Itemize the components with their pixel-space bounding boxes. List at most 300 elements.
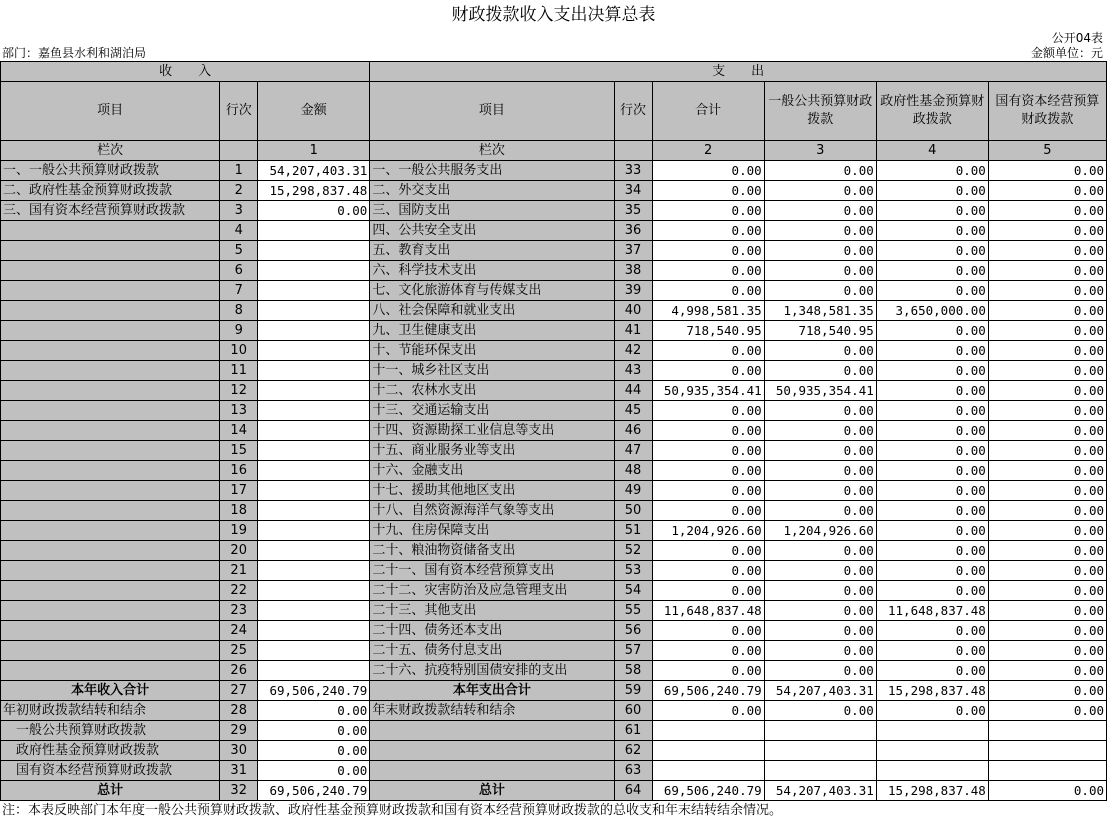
state-capital-cell: 0.00 (988, 701, 1106, 721)
general-budget-cell: 50,935,354.41 (764, 381, 876, 401)
expense-line-cell: 37 (614, 241, 652, 261)
state-capital-cell: 0.00 (988, 441, 1106, 461)
gov-fund-cell: 0.00 (876, 341, 988, 361)
income-line-cell: 2 (220, 181, 258, 201)
expense-item-cell: 二十六、抗疫特别国债安排的支出 (370, 661, 614, 681)
general-budget-cell: 0.00 (764, 241, 876, 261)
income-amount-cell (258, 401, 370, 421)
income-line-cell: 13 (220, 401, 258, 421)
income-line-cell: 19 (220, 521, 258, 541)
gov-fund-cell: 0.00 (876, 641, 988, 661)
income-item-cell (1, 381, 220, 401)
expense-line-cell: 44 (614, 381, 652, 401)
income-amount-cell: 0.00 (258, 761, 370, 781)
gov-fund-cell: 3,650,000.00 (876, 301, 988, 321)
expense-item-cell: 二十一、国有资本经营预算支出 (370, 561, 614, 581)
expense-line-cell: 61 (614, 721, 652, 741)
income-line-cell: 7 (220, 281, 258, 301)
expense-item-cell: 三、国防支出 (370, 201, 614, 221)
expense-line-cell: 49 (614, 481, 652, 501)
col-number-5: 5 (988, 141, 1106, 161)
general-budget-cell: 54,207,403.31 (764, 681, 876, 701)
general-budget-cell: 0.00 (764, 221, 876, 241)
total-header: 合计 (652, 82, 764, 141)
unit-label: 金额单位：元 (1030, 46, 1103, 60)
table-row (1, 641, 1107, 661)
income-amount-cell (258, 361, 370, 381)
income-amount-cell (258, 481, 370, 501)
state-capital-cell: 0.00 (988, 321, 1106, 341)
income-item-cell (1, 641, 220, 661)
meta-line (0, 45, 1107, 61)
expense-item-cell: 总计 (370, 781, 614, 801)
expense-item-cell: 八、社会保障和就业支出 (370, 301, 614, 321)
state-capital-cell: 0.00 (988, 641, 1106, 661)
general-budget-cell: 0.00 (764, 601, 876, 621)
year-total-row (1, 681, 1107, 701)
income-item-cell: 年初财政拨款结转和结余 (1, 701, 220, 721)
expense-item-cell: 十一、城乡社区支出 (370, 361, 614, 381)
income-item-cell (1, 261, 220, 281)
expense-item-cell: 九、卫生健康支出 (370, 321, 614, 341)
total-cell: 50,935,354.41 (652, 381, 764, 401)
income-line-cell: 12 (220, 381, 258, 401)
income-item-cell (1, 481, 220, 501)
page-title: 财政拨款收入支出决算总表 (451, 5, 656, 25)
gov-fund-cell: 15,298,837.48 (876, 781, 988, 801)
income-amount-cell (258, 521, 370, 541)
income-line-cell: 22 (220, 581, 258, 601)
carry-row (1, 701, 1107, 721)
expense-item-cell: 二十、粮油物资储备支出 (370, 541, 614, 561)
expense-line-cell: 47 (614, 441, 652, 461)
income-amount-cell (258, 561, 370, 581)
total-cell: 0.00 (652, 221, 764, 241)
general-budget-cell: 0.00 (764, 361, 876, 381)
table-row (1, 481, 1107, 501)
form-id: 公开04表 (1051, 31, 1103, 45)
income-item-cell (1, 341, 220, 361)
general-budget-cell: 54,207,403.31 (764, 781, 876, 801)
expense-item-cell: 六、科学技术支出 (370, 261, 614, 281)
total-cell: 0.00 (652, 161, 764, 181)
expense-line-cell: 60 (614, 701, 652, 721)
expense-item-cell: 十二、农林水支出 (370, 381, 614, 401)
income-line-cell: 8 (220, 301, 258, 321)
general-budget-cell: 0.00 (764, 501, 876, 521)
income-item-cell: 二、政府性基金预算财政拨款 (1, 181, 220, 201)
expense-item-cell: 本年支出合计 (370, 681, 614, 701)
gov-fund-cell: 0.00 (876, 161, 988, 181)
income-line-cell: 4 (220, 221, 258, 241)
income-item-cell: 国有资本经营预算财政拨款 (1, 761, 220, 781)
total-cell: 0.00 (652, 501, 764, 521)
expense-line-cell: 41 (614, 321, 652, 341)
state-capital-cell: 0.00 (988, 661, 1106, 681)
income-item-cell (1, 541, 220, 561)
income-amount-cell (258, 501, 370, 521)
expense-line-cell: 59 (614, 681, 652, 701)
state-capital-cell: 0.00 (988, 301, 1106, 321)
total-cell (652, 721, 764, 741)
income-header: 收 入 (1, 62, 370, 82)
gov-fund-cell: 0.00 (876, 381, 988, 401)
income-line-cell: 25 (220, 641, 258, 661)
income-amount-cell (258, 461, 370, 481)
general-budget-cell: 0.00 (764, 561, 876, 581)
total-cell: 0.00 (652, 281, 764, 301)
income-amount-header: 金额 (258, 82, 370, 141)
general-budget-cell: 1,204,926.60 (764, 521, 876, 541)
income-line-cell: 26 (220, 661, 258, 681)
income-line-cell: 23 (220, 601, 258, 621)
income-amount-cell: 54,207,403.31 (258, 161, 370, 181)
expense-line-cell: 42 (614, 341, 652, 361)
income-line-cell: 11 (220, 361, 258, 381)
income-item-cell: 三、国有资本经营预算财政拨款 (1, 201, 220, 221)
income-amount-cell (258, 281, 370, 301)
income-item-cell (1, 521, 220, 541)
income-item-cell (1, 661, 220, 681)
table-row (1, 421, 1107, 441)
income-item-cell (1, 581, 220, 601)
gov-fund-cell (876, 761, 988, 781)
state-capital-cell: 0.00 (988, 381, 1106, 401)
total-cell: 0.00 (652, 361, 764, 381)
income-item-cell (1, 441, 220, 461)
gov-fund-cell: 0.00 (876, 321, 988, 341)
expense-col-label: 栏次 (370, 141, 614, 161)
income-amount-cell (258, 641, 370, 661)
expense-item-cell: 十六、金融支出 (370, 461, 614, 481)
col-number-2: 2 (652, 141, 764, 161)
expense-line-cell: 43 (614, 361, 652, 381)
grand-total-row (1, 781, 1107, 801)
general-budget-cell: 0.00 (764, 421, 876, 441)
total-cell: 0.00 (652, 641, 764, 661)
expense-item-cell (370, 761, 614, 781)
income-amount-cell (258, 301, 370, 321)
income-line-header: 行次 (220, 82, 258, 141)
income-amount-cell (258, 421, 370, 441)
income-item-cell (1, 401, 220, 421)
total-cell: 1,204,926.60 (652, 521, 764, 541)
expense-item-cell: 一、一般公共服务支出 (370, 161, 614, 181)
table-row (1, 501, 1107, 521)
gov-fund-cell: 0.00 (876, 361, 988, 381)
table-row (1, 261, 1107, 281)
expense-line-cell: 52 (614, 541, 652, 561)
expense-item-cell (370, 721, 614, 741)
total-cell: 69,506,240.79 (652, 681, 764, 701)
income-amount-cell (258, 221, 370, 241)
general-budget-cell: 0.00 (764, 201, 876, 221)
total-cell: 4,998,581.35 (652, 301, 764, 321)
general-budget-cell: 0.00 (764, 541, 876, 561)
total-cell: 69,506,240.79 (652, 781, 764, 801)
state-capital-cell (988, 721, 1106, 741)
gov-fund-cell: 0.00 (876, 201, 988, 221)
expense-line-cell: 48 (614, 461, 652, 481)
total-cell: 0.00 (652, 581, 764, 601)
expense-line-cell: 57 (614, 641, 652, 661)
expense-item-cell: 二、外交支出 (370, 181, 614, 201)
expense-item-cell: 十九、住房保障支出 (370, 521, 614, 541)
total-cell: 0.00 (652, 421, 764, 441)
income-item-cell (1, 561, 220, 581)
table-row (1, 361, 1107, 381)
gov-fund-cell: 0.00 (876, 261, 988, 281)
expense-line-cell: 39 (614, 281, 652, 301)
budget-table (0, 61, 1107, 801)
gov-fund-cell: 0.00 (876, 401, 988, 421)
footnote: 注：本表反映部门本年度一般公共预算财政拨款、政府性基金预算财政拨款和国有资本经营预算财政拨款的总收支和年末结转结余情况。 (2, 803, 783, 818)
general-budget-cell (764, 761, 876, 781)
state-capital-cell: 0.00 (988, 521, 1106, 541)
income-amount-cell (258, 601, 370, 621)
income-line-cell: 14 (220, 421, 258, 441)
total-cell: 718,540.95 (652, 321, 764, 341)
income-item-header: 项目 (1, 82, 220, 141)
state-capital-cell: 0.00 (988, 161, 1106, 181)
expense-line-cell: 55 (614, 601, 652, 621)
income-amount-cell: 0.00 (258, 721, 370, 741)
expense-item-cell: 十八、自然资源海洋气象等支出 (370, 501, 614, 521)
total-cell: 0.00 (652, 461, 764, 481)
expense-line-cell: 50 (614, 501, 652, 521)
gov-fund-cell: 0.00 (876, 181, 988, 201)
state-capital-cell: 0.00 (988, 461, 1106, 481)
expense-item-cell: 七、文化旅游体育与传媒支出 (370, 281, 614, 301)
income-item-cell (1, 241, 220, 261)
gov-fund-cell: 0.00 (876, 661, 988, 681)
expense-line-cell: 51 (614, 521, 652, 541)
total-cell: 0.00 (652, 621, 764, 641)
income-amount-cell (258, 341, 370, 361)
expense-item-cell (370, 741, 614, 761)
expense-item-cell: 二十三、其他支出 (370, 601, 614, 621)
income-amount-cell (258, 621, 370, 641)
carry-row (1, 741, 1107, 761)
state-capital-cell: 0.00 (988, 221, 1106, 241)
state-capital-cell: 0.00 (988, 261, 1106, 281)
table-row (1, 581, 1107, 601)
col-number-4: 4 (876, 141, 988, 161)
expense-line-cell: 38 (614, 261, 652, 281)
table-row (1, 321, 1107, 341)
income-line-cell: 6 (220, 261, 258, 281)
state-capital-cell: 0.00 (988, 201, 1106, 221)
income-item-cell: 一般公共预算财政拨款 (1, 721, 220, 741)
expense-item-cell: 四、公共安全支出 (370, 221, 614, 241)
income-item-cell (1, 421, 220, 441)
table-row (1, 521, 1107, 541)
state-capital-cell: 0.00 (988, 241, 1106, 261)
state-capital-cell: 0.00 (988, 541, 1106, 561)
income-line-cell: 31 (220, 761, 258, 781)
total-cell: 0.00 (652, 701, 764, 721)
total-cell (652, 761, 764, 781)
gov-fund-cell (876, 741, 988, 761)
table-row (1, 601, 1107, 621)
gov-fund-cell: 0.00 (876, 221, 988, 241)
income-amount-cell (258, 581, 370, 601)
expense-header: 支 出 (370, 62, 1107, 82)
expense-line-cell: 33 (614, 161, 652, 181)
general-budget-cell: 0.00 (764, 701, 876, 721)
state-capital-cell: 0.00 (988, 181, 1106, 201)
state-capital-cell: 0.00 (988, 341, 1106, 361)
expense-line-cell: 54 (614, 581, 652, 601)
general-budget-cell: 0.00 (764, 461, 876, 481)
income-amount-cell (258, 261, 370, 281)
income-amount-cell: 15,298,837.48 (258, 181, 370, 201)
income-amount-cell: 69,506,240.79 (258, 781, 370, 801)
gov-fund-cell: 0.00 (876, 501, 988, 521)
table-row (1, 661, 1107, 681)
income-line-cell: 28 (220, 701, 258, 721)
state-capital-cell: 0.00 (988, 621, 1106, 641)
income-amount-cell (258, 381, 370, 401)
gov-fund-cell: 0.00 (876, 701, 988, 721)
expense-item-cell: 五、教育支出 (370, 241, 614, 261)
income-item-cell (1, 461, 220, 481)
income-item-cell: 总计 (1, 781, 220, 801)
income-line-cell: 30 (220, 741, 258, 761)
table-row (1, 201, 1107, 221)
col-number-1: 1 (258, 141, 370, 161)
income-line-cell: 24 (220, 621, 258, 641)
state-capital-cell: 0.00 (988, 361, 1106, 381)
income-line-cell: 1 (220, 161, 258, 181)
income-line-cell: 20 (220, 541, 258, 561)
expense-line-cell: 63 (614, 761, 652, 781)
gov-fund-cell: 0.00 (876, 461, 988, 481)
income-line-cell: 5 (220, 241, 258, 261)
expense-line-cell: 45 (614, 401, 652, 421)
general-budget-cell: 1,348,581.35 (764, 301, 876, 321)
general-budget-cell: 0.00 (764, 161, 876, 181)
state-capital-cell (988, 741, 1106, 761)
expense-line-cell: 35 (614, 201, 652, 221)
income-line-cell: 10 (220, 341, 258, 361)
state-capital-cell: 0.00 (988, 601, 1106, 621)
gov-fund-cell: 0.00 (876, 241, 988, 261)
income-amount-cell (258, 441, 370, 461)
state-capital-cell: 0.00 (988, 501, 1106, 521)
gov-fund-cell: 11,648,837.48 (876, 601, 988, 621)
total-cell: 11,648,837.48 (652, 601, 764, 621)
state-capital-cell: 0.00 (988, 781, 1106, 801)
expense-item-cell: 二十二、灾害防治及应急管理支出 (370, 581, 614, 601)
expense-line-cell: 56 (614, 621, 652, 641)
income-line-cell: 17 (220, 481, 258, 501)
expense-item-cell: 十三、交通运输支出 (370, 401, 614, 421)
form-id-line (0, 30, 1107, 46)
general-budget-cell: 0.00 (764, 661, 876, 681)
carry-row (1, 761, 1107, 781)
gov-fund-cell: 0.00 (876, 421, 988, 441)
income-amount-cell: 69,506,240.79 (258, 681, 370, 701)
income-line-cell: 15 (220, 441, 258, 461)
gov-fund-cell: 0.00 (876, 441, 988, 461)
state-capital-cell: 0.00 (988, 681, 1106, 701)
general-budget-cell: 0.00 (764, 261, 876, 281)
state-capital-cell: 0.00 (988, 421, 1106, 441)
expense-item-cell: 二十五、债务付息支出 (370, 641, 614, 661)
general-budget-cell: 0.00 (764, 621, 876, 641)
expense-line-cell: 58 (614, 661, 652, 681)
general-budget-cell: 0.00 (764, 281, 876, 301)
total-cell: 0.00 (652, 661, 764, 681)
income-amount-cell (258, 241, 370, 261)
total-cell: 0.00 (652, 341, 764, 361)
state-capital-cell: 0.00 (988, 281, 1106, 301)
income-line-cell: 27 (220, 681, 258, 701)
gov-fund-cell (876, 721, 988, 741)
income-item-cell: 政府性基金预算财政拨款 (1, 741, 220, 761)
general-budget-cell: 0.00 (764, 581, 876, 601)
income-line-cell: 32 (220, 781, 258, 801)
general-budget-cell: 0.00 (764, 341, 876, 361)
income-item-cell (1, 601, 220, 621)
total-cell: 0.00 (652, 241, 764, 261)
gov-fund-cell: 0.00 (876, 561, 988, 581)
income-col-label: 栏次 (1, 141, 220, 161)
table-row (1, 621, 1107, 641)
income-item-cell (1, 281, 220, 301)
col-number-3: 3 (764, 141, 876, 161)
table-row (1, 301, 1107, 321)
income-item-cell (1, 621, 220, 641)
income-amount-cell: 0.00 (258, 201, 370, 221)
income-line-cell: 3 (220, 201, 258, 221)
expense-item-cell: 十七、援助其他地区支出 (370, 481, 614, 501)
table-row (1, 221, 1107, 241)
gov-fund-cell: 15,298,837.48 (876, 681, 988, 701)
gov-fund-cell: 0.00 (876, 541, 988, 561)
general-budget-cell: 0.00 (764, 481, 876, 501)
income-amount-cell (258, 661, 370, 681)
table-row (1, 401, 1107, 421)
general-budget-cell (764, 741, 876, 761)
total-cell: 0.00 (652, 181, 764, 201)
general-budget-header: 一般公共预算财政拨款 (764, 82, 876, 141)
expense-line-cell: 36 (614, 221, 652, 241)
expense-item-cell: 二十四、债务还本支出 (370, 621, 614, 641)
income-line-cell: 18 (220, 501, 258, 521)
income-amount-cell (258, 321, 370, 341)
expense-item-cell: 年末财政拨款结转和结余 (370, 701, 614, 721)
expense-line-cell: 62 (614, 741, 652, 761)
state-capital-cell: 0.00 (988, 401, 1106, 421)
table-row (1, 381, 1107, 401)
table-row (1, 161, 1107, 181)
gov-fund-cell: 0.00 (876, 481, 988, 501)
general-budget-cell (764, 721, 876, 741)
general-budget-cell: 0.00 (764, 401, 876, 421)
table-row (1, 241, 1107, 261)
total-cell: 0.00 (652, 201, 764, 221)
general-budget-cell: 0.00 (764, 641, 876, 661)
expense-line-cell: 53 (614, 561, 652, 581)
state-capital-cell (988, 761, 1106, 781)
total-cell: 0.00 (652, 561, 764, 581)
income-line-cell: 16 (220, 461, 258, 481)
expense-item-cell: 十、节能环保支出 (370, 341, 614, 361)
income-item-cell (1, 501, 220, 521)
total-cell: 0.00 (652, 401, 764, 421)
